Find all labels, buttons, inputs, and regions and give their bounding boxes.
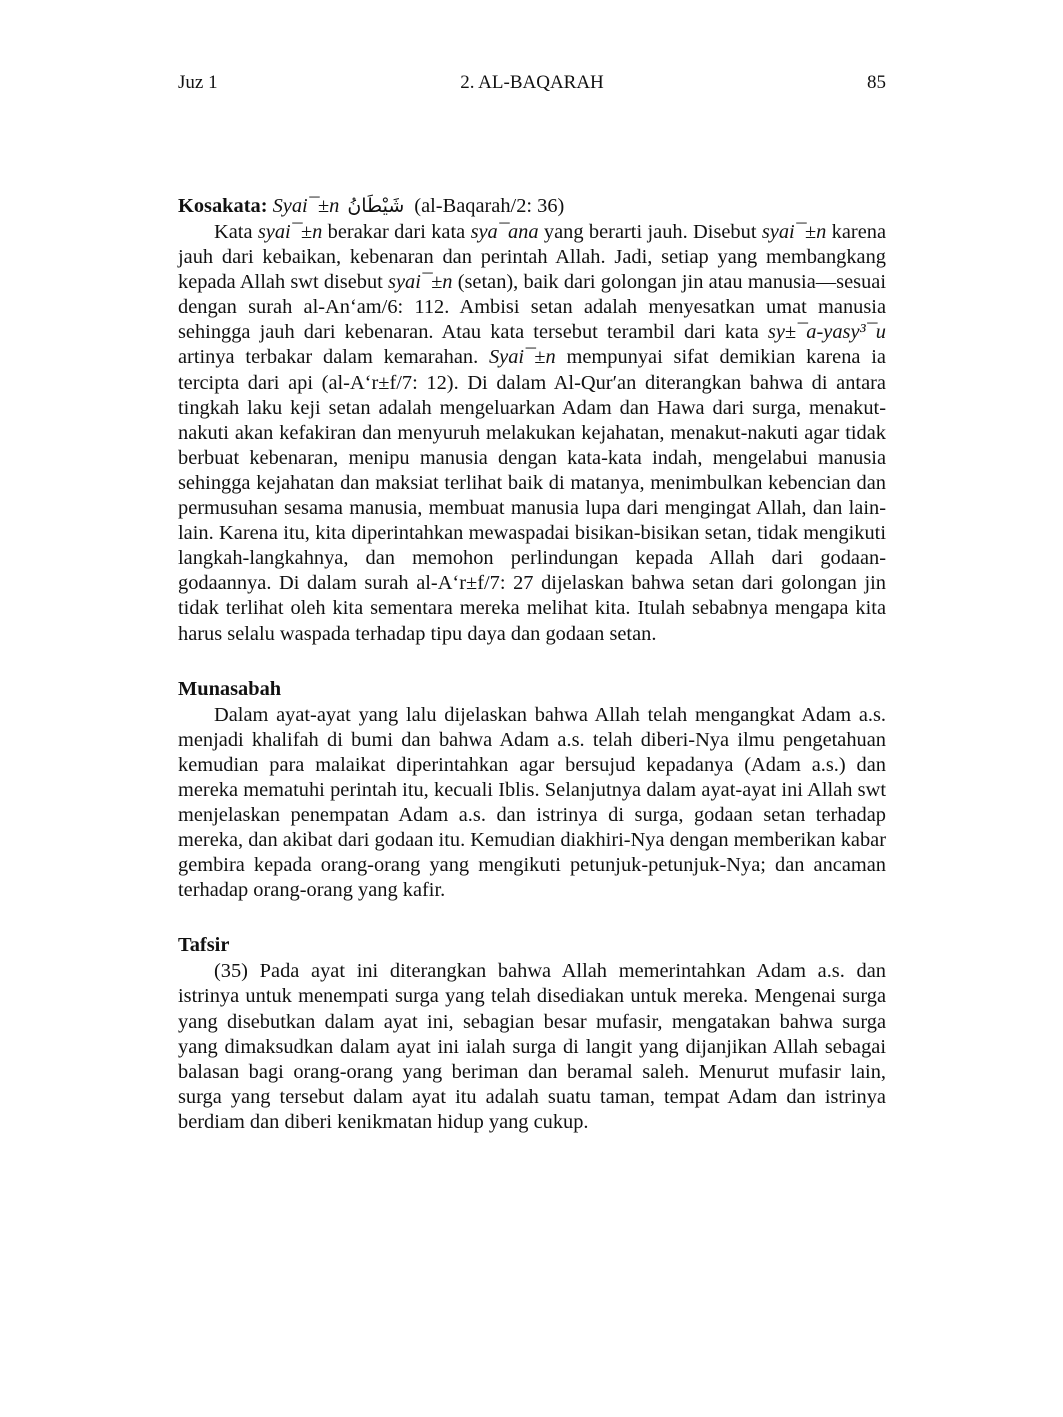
munasabah-heading: Munasabah: [178, 677, 282, 700]
munasabah-paragraph: Dalam ayat-ayat yang lalu dijelaskan bahwa Allah telah mengangkat Adam a.s. menjadi khalifah di bumi dan bahwa Adam a.s. telah diberi-Nya ilmu pengetahuan kemudian para malaikat diperintahkan agar bersujud kepadanya (Adam a.s.) dan mereka mematuhi perintah itu, kecuali Iblis. Selanjutnya dalam ayat-ayat ini Allah swt menjelaskan penempatan Adam a.s. dan istrinya di surga, godaan setan terhadap mereka, dan akibat dari godaan itu. Kemudian diakhiri-Nya dengan memberikan kabar gembira kepada orang-orang yang mengikuti petunjuk-petunjuk-Nya; dan ancaman terhadap orang-orang yang kafir.: [178, 703, 886, 902]
chapter-title: 2. AL-BAQARAH: [460, 72, 604, 93]
tafsir-heading: Tafsir: [178, 934, 230, 957]
kosakata-label: Kosakata:: [178, 195, 268, 217]
running-head: [178, 72, 886, 98]
kosakata-term: Syai¯±n: [272, 195, 340, 217]
juz-label: Juz 1: [178, 72, 218, 93]
kosakata-arabic: شَيْطَانُ: [347, 195, 405, 217]
kosakata-reference: (al-Baqarah/2: 36): [414, 195, 565, 217]
page-number: 85: [867, 72, 886, 93]
body-text: [178, 192, 886, 1135]
kosakata-heading: [178, 192, 886, 220]
tafsir-paragraph: (35) Pada ayat ini diterangkan bahwa Allah memerintahkan Adam a.s. dan istrinya untuk menempati surga yang telah disediakan untuk mereka. Mengenai surga yang disebutkan dalam ayat ini, sebagian besar mufasir, mengatakan bahwa surga yang dimaksudkan dalam ayat ini ialah surga di langit yang dijanjikan Allah sebagai balasan bagi orang-orang yang beriman dan beramal saleh. Menurut mufasir lain, surga yang tersebut dalam ayat itu adalah suatu taman, tempat Adam dan istrinya berdiam dan diberi kenikmatan hidup yang cukup.: [178, 960, 886, 1133]
kosakata-paragraph: Kata syai¯±n berakar dari kata sya¯ana yang berarti jauh. Disebut syai¯±n karena jauh dari kebaikan, kebenaran dan perintah Allah. Jadi, setiap yang membangkang kepada Allah swt disebut syai¯±n (setan), baik dari golongan jin atau manusia—sesuai dengan surah al-An‘am/6: 112. Ambisi setan adalah menyesatkan umat manusia sehingga jauh dari kebenaran. Atau kata tersebut terambil dari kata sy±¯a-yasy³¯u artinya terbakar dalam kemarahan. Syai¯±n mempunyai sifat demikian karena ia tercipta dari api (al-A‘r±f/7: 12). Di dalam Al-Qur′an diterangkan bahwa di antara tingkah laku keji setan adalah mengeluarkan Adam dan Hawa dari surga, menakut-nakuti akan kefakiran dan menyuruh melakukan kejahatan, menakut-nakuti agar tidak berbuat kebenaran, menipu manusia dengan kata-kata indah, mengelabui manusia sehingga kejahatan dan maksiat terlihat baik di matanya, menimbulkan kebencian dan permusuhan sesama manusia, membuat manusia lupa dari mengingat Allah, dan lain-lain. Karena itu, kita diperintahkan mewaspadai bisikan-bisikan setan, tidak mengikuti langkah-langkahnya, dan memohon perlindungan kepada Allah dari godaan-godaannya. Di dalam surah al-A‘r±f/7: 27 dijelaskan bahwa setan dari golongan jin tidak terlihat oleh kita sementara mereka melihat kita. Itulah sebabnya mengapa kita harus selalu waspada terhadap tipu daya dan godaan setan.: [178, 221, 886, 645]
